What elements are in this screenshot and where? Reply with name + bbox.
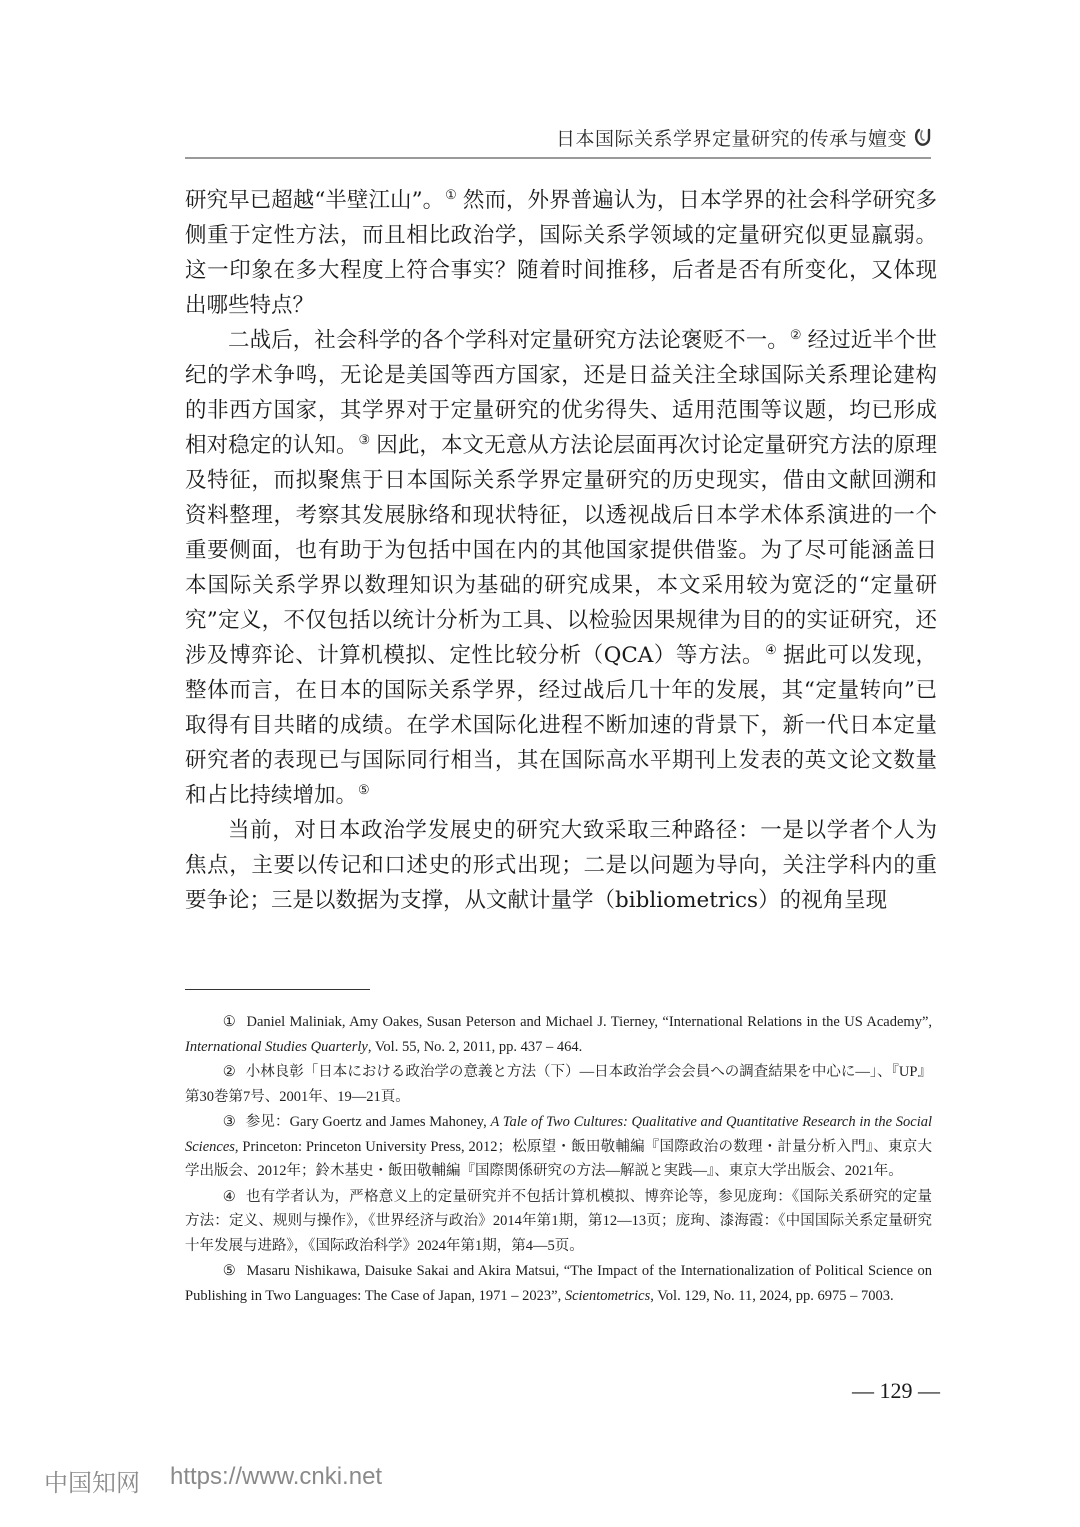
body-text xyxy=(185,183,937,918)
footnote-mark: ① xyxy=(222,1014,237,1030)
footnote-ref[interactable]: ⑤ xyxy=(358,782,370,798)
journal-logo-icon xyxy=(913,127,933,147)
cnki-watermark xyxy=(44,1463,382,1498)
footnote-ref[interactable]: ② xyxy=(789,327,802,343)
watermark-url: https://www.cnki.net xyxy=(170,1463,383,1490)
body-text-segment: 然而，外界普遍认为，日本学界的社会科学研究多侧重于定性方法，而且相比政治学，国际关系学领域的定量研究似更显羸弱。这一印象在多大程度上符合事实？随着时间推移，后者是否有所变化，又体现出哪些特点？ xyxy=(185,188,937,318)
footnotes xyxy=(185,1010,932,1309)
footnote-item xyxy=(185,1110,932,1184)
body-text-segment: 经过近半个世纪的学术争鸣，无论是美国等西方国家，还是日益关注全球国际关系理论建构的非西方国家，其学界对于定量研究的优劣得失、适用范围等议题，均已形成相对稳定的认知。 xyxy=(185,328,937,458)
footnote-title-italic: A Tale of Two Cultures: Qualitative and Quantitative Research in the Social Sciences xyxy=(185,1114,933,1155)
footnote-text: 参见：Gary Goertz and James Mahoney, xyxy=(245,1114,491,1130)
footnote-item xyxy=(185,1259,932,1308)
footnote-text: , Vol. 129, No. 11, 2024, pp. 6975 – 7003. xyxy=(650,1287,894,1304)
footnote-ref[interactable]: ③ xyxy=(358,432,371,448)
footnote-rule xyxy=(185,989,370,990)
footnote-mark: ③ xyxy=(222,1114,236,1130)
body-text-segment: 二战后，社会科学的各个学科对定量研究方法论褒贬不一。 xyxy=(228,328,789,353)
watermark-brand: 中国知网 xyxy=(44,1470,140,1497)
footnote-mark: ② xyxy=(222,1064,236,1080)
header-rule xyxy=(185,157,931,159)
running-header xyxy=(185,122,933,152)
body-paragraph xyxy=(185,183,937,323)
running-title: 日本国际关系学界定量研究的传承与嬗变 xyxy=(555,127,907,150)
body-text-segment: 据此可以发现，整体而言，在日本的国际关系学界，经过战后几十年的发展，其“定量转向”已取得有目共睹的成绩。在学术国际化进程不断加速的背景下，新一代日本定量研究者的表现已与国际同行相当，其在国际高水平期刊上发表的英文论文数量和占比持续增加。 xyxy=(185,643,937,808)
body-text-segment: 当前，对日本政治学发展史的研究大致采取三种路径：一是以学者个人为焦点，主要以传记和口述史的形式出现；二是以问题为导向，关注学科内的重要争论；三是以数据为支撑，从文献计量学（bibliometrics）的视角呈现 xyxy=(185,818,937,913)
body-paragraph xyxy=(185,323,937,813)
footnote-title-italic: International Studies Quarterly xyxy=(185,1038,368,1055)
footnote-text: 小林良彰「日本における政治学の意義と方法（下）—日本政治学会会員への調査結果を中心に—」、『UP』第30巻第7号、2001年、19—21頁。 xyxy=(185,1064,932,1105)
footnote-ref[interactable]: ① xyxy=(445,187,457,203)
footnote-item xyxy=(185,1060,932,1109)
page-number: — 129 — xyxy=(852,1378,940,1403)
footnote-title-italic: Scientometrics xyxy=(564,1287,651,1304)
footnote-text: Masaru Nishikawa, Daisuke Sakai and Akira Matsui, “The Impact of the Internationalization of Political Science on Publishing in Two Languages: The Case of Japan, 1971 – 2023”, xyxy=(185,1263,932,1304)
footnote-item xyxy=(185,1010,932,1059)
body-text-segment: 因此，本文无意从方法论层面再次讨论定量研究方法的原理及特征，而拟聚焦于日本国际关系学界定量研究的历史现实，借由文献回溯和资料整理，考察其发展脉络和现状特征，以透视战后日本学术体系演进的一个重要侧面，也有助于为包括中国在内的其他国家提供借鉴。为了尽可能涵盖日本国际关系学界以数理知识为基础的研究成果，本文采用较为宽泛的“定量研究”定义，不仅包括以统计分析为工具、以检验因果规律为目的的实证研究，还涉及博弈论、计算机模拟、定性比较分析（QCA）等方法。 xyxy=(185,433,937,668)
footnote-mark: ⑤ xyxy=(222,1263,237,1279)
footnote-text: , Princeton: Princeton University Press, 2012；松原望・飯田敬輔編『国際政治の数理・計量分析入門』、東京大学出版会、2012年；鈴木基史・飯田敬輔編『国際関係研究の方法—解説と実践—』、東京大学出版会、2021年。 xyxy=(185,1138,932,1179)
footnote-text: 也有学者认为，严格意义上的定量研究并不包括计算机模拟、博弈论等，参见庞珣：《国际关系研究的定量方法：定义、规则与操作》，《世界经济与政治》2014年第1期，第12—13页；庞珣、漆海霞：《中国国际关系定量研究十年发展与进路》，《国际政治科学》2024年第1期，第4—5页。 xyxy=(185,1188,933,1254)
footnote-ref[interactable]: ④ xyxy=(765,642,778,658)
footnote-item xyxy=(185,1185,932,1259)
body-paragraph xyxy=(185,813,937,918)
footnote-text: , Vol. 55, No. 2, 2011, pp. 437 – 464. xyxy=(367,1038,583,1055)
footnote-text: Daniel Maliniak, Amy Oakes, Susan Peterson and Michael J. Tierney, “International Relations in the US Academy”, xyxy=(246,1014,933,1030)
body-text-segment: 研究早已超越“半壁江山”。 xyxy=(185,188,445,213)
footnote-mark: ④ xyxy=(222,1188,236,1205)
